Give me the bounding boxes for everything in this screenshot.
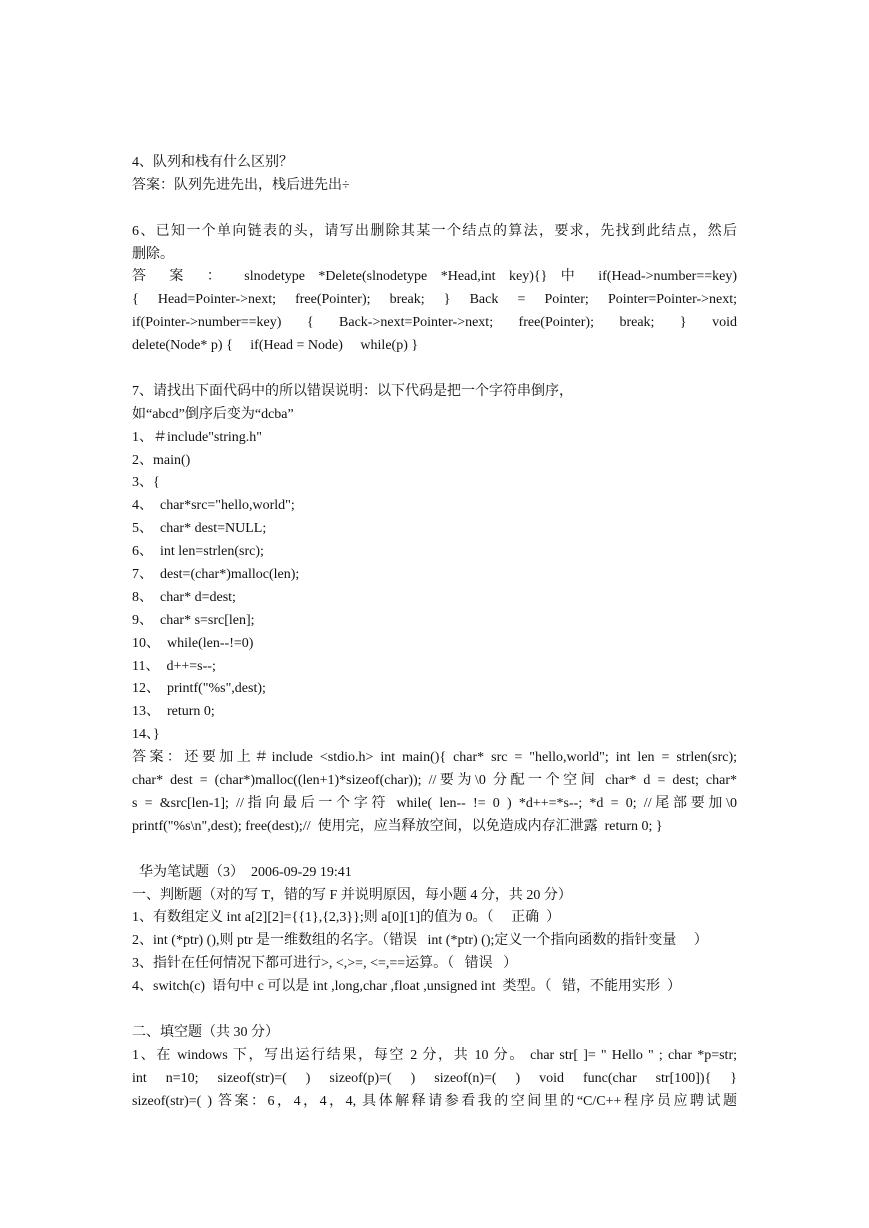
code-line: 2、main() <box>132 452 191 468</box>
part1-item-4: 4、switch(c) 语句中 c 可以是 int ,long,char ,float ,unsigned int 类型。（ 错，不能用实形 ） <box>132 979 682 995</box>
part2-title: 二、填空题（共 30 分） <box>132 1024 279 1040</box>
q4-answer: 答案：队列先进先出，栈后进先出÷ <box>132 177 350 193</box>
code-line: 5、 char* dest=NULL; <box>132 521 267 537</box>
code-line: 14、} <box>132 727 160 743</box>
q7-title-line-2: 如“abcd”倒序后变为“dcba” <box>132 406 294 422</box>
q7-answer-line-3: s = &src[len-1]; //指向最后一个字符 while( len-- != 0 ) *d++=*s--; *d = 0; //尾部要加\0 <box>132 795 737 811</box>
code-line: 8、 char* d=dest; <box>132 589 236 605</box>
q6-answer-line-4: delete(Node* p) { if(Head = Node) while(p) } <box>132 338 419 354</box>
code-line: 1、＃include"string.h" <box>132 429 263 445</box>
q7-answer-line-1: 答案：还要加上＃include <stdio.h> int main(){ char* src = "hello,world"; int len = strlen(src); <box>132 750 737 766</box>
code-line: 9、 char* s=src[len]; <box>132 612 255 628</box>
part2-line-2: int n=10; sizeof(str)=( ) sizeof(p)=( ) sizeof(n)=( ) void func(char str[100]){ } <box>132 1070 737 1086</box>
part1-item-1: 1、有数组定义 int a[2][2]={{1},{2,3}};则 a[0][1]的值为 0。（ 正确 ） <box>132 910 561 926</box>
part1-item-3: 3、指针在任何情况下都可进行>, <,>=, <=,==运算。（ 错误 ） <box>132 956 518 972</box>
q7-answer-line-4: printf("%s\n",dest); free(dest);// 使用完，应当释放空间，以免造成内存汇泄露 return 0; } <box>132 818 663 834</box>
part2-line-1: 1、在 windows 下，写出运行结果，每空 2 分，共 10 分。 char str[ ]= " Hello " ; char *p=str; <box>132 1047 737 1063</box>
code-line: 10、 while(len--!=0) <box>132 635 254 651</box>
code-line: 7、 dest=(char*)malloc(len); <box>132 567 300 583</box>
code-line: 13、 return 0; <box>132 704 215 720</box>
part1-title: 一、判断题（对的写 T，错的写 F 并说明原因，每小题 4 分，共 20 分） <box>132 887 572 903</box>
q4-title: 4、队列和栈有什么区别？ <box>132 155 293 170</box>
q6-answer-line-2: { Head=Pointer->next; free(Pointer); break; } Back = Pointer; Pointer=Pointer->next; <box>132 292 737 308</box>
code-line: 12、 printf("%s",dest); <box>132 681 266 697</box>
part2-line-3: sizeof(str)=( ) 答案：6，4，4，4, 具体解释请参看我的空间里的“C/C++程序员应聘试题 <box>132 1093 737 1109</box>
code-line: 11、 d++=s--; <box>132 658 216 674</box>
q7-answer-line-2: char* dest = (char*)malloc((len+1)*sizeof(char)); //要为\0 分配一个空间 char* d = dest; char* <box>132 773 737 789</box>
part1-item-2: 2、int (*ptr) (),则 ptr 是一维数组的名字。（错误 int (*ptr) ();定义一个指向函数的指针变量 ） <box>132 933 708 949</box>
q6-title-line-2: 删除。 <box>132 246 174 262</box>
q6-title-line-1: 6、已知一个单向链表的头，请写出删除其某一个结点的算法，要求，先找到此结点，然后 <box>132 223 737 239</box>
code-line: 6、 int len=strlen(src); <box>132 544 264 560</box>
code-line: 3、{ <box>132 475 160 491</box>
code-line: 4、 char*src="hello,world"; <box>132 498 295 514</box>
q6-answer-line-3: if(Pointer->number==key) { Back->next=Pointer->next; free(Pointer); break; } void <box>132 315 737 331</box>
q6-answer-line-1: 答 案 ： slnodetype *Delete(slnodetype *Head,int key){} 中 if(Head->number==key) <box>132 269 737 285</box>
q7-title-line-1: 7、请找出下面代码中的所以错误说明：以下代码是把一个字符串倒序， <box>132 383 573 399</box>
section-header: 华为笔试题（3） 2006-09-29 19:41 <box>132 864 352 880</box>
document-page <box>132 152 737 1113</box>
